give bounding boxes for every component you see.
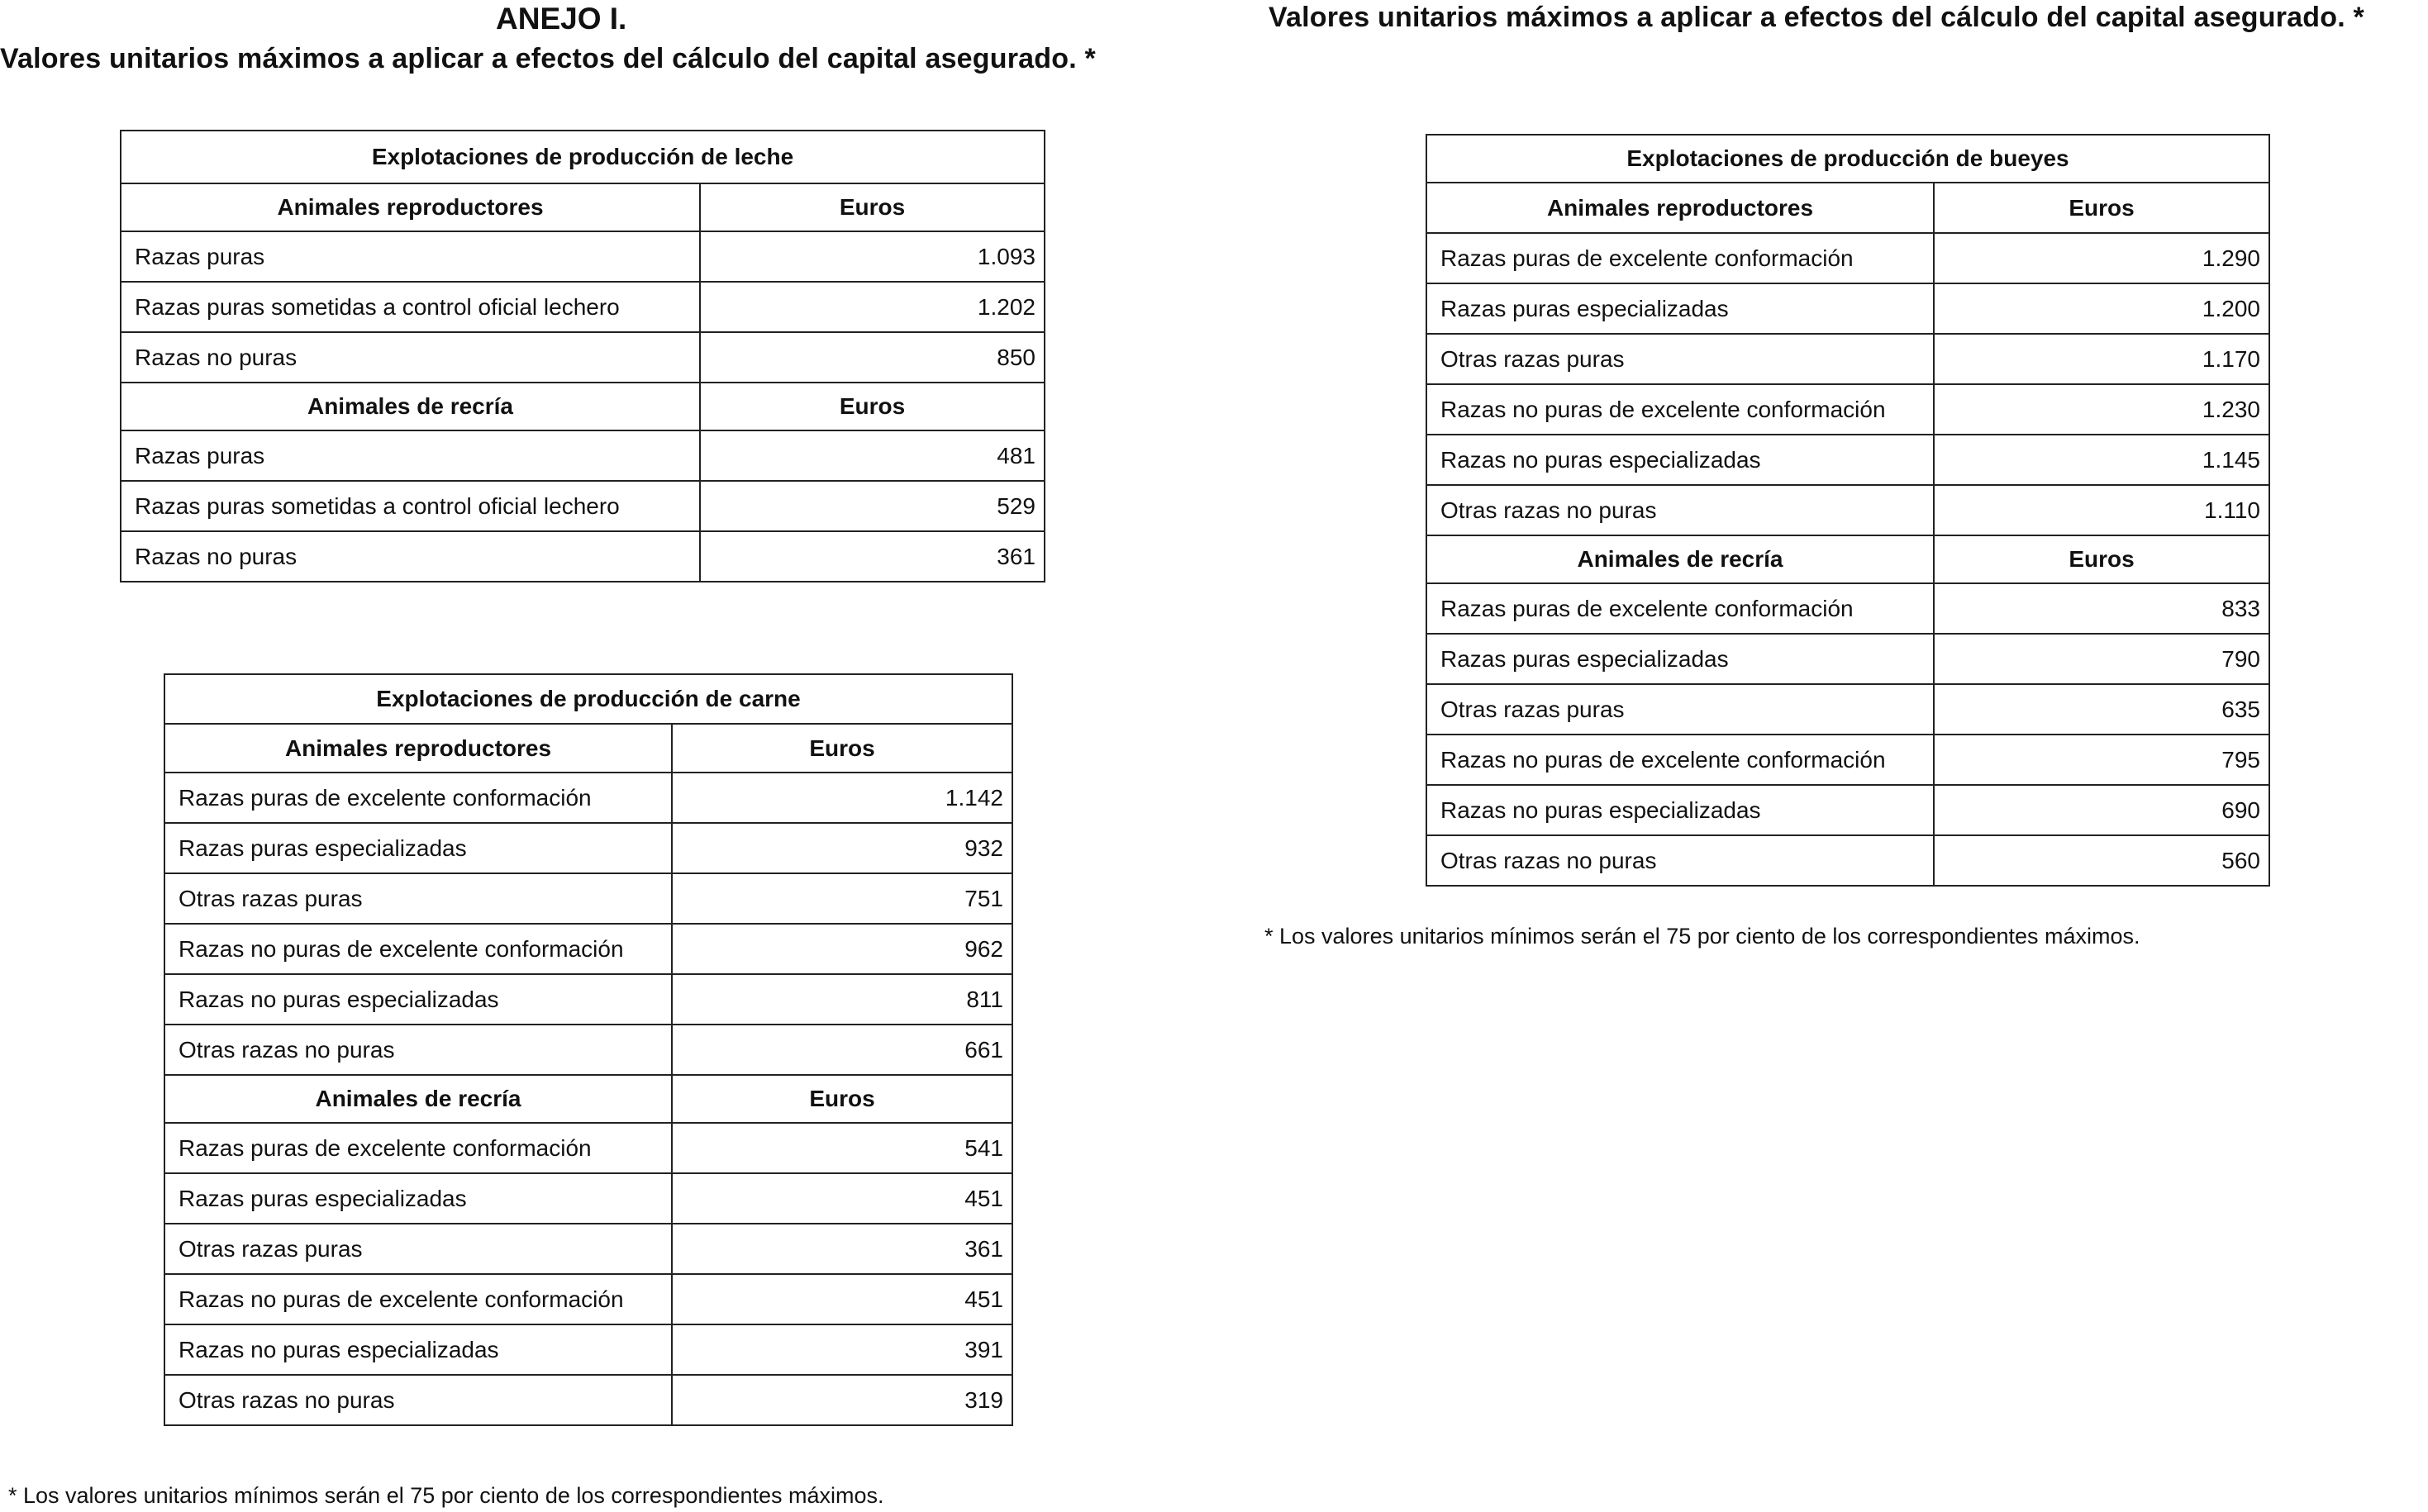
- unit-header: Euros: [1934, 183, 2269, 233]
- section-header: Animales de recría: [164, 1075, 672, 1123]
- section-header: Animales de recría: [121, 383, 700, 430]
- page-title-left: Valores unitarios máximos a aplicar a efectos del cálculo del capital asegurado. *: [0, 43, 1096, 74]
- section-header-row: [1426, 183, 2269, 233]
- row-value: 790: [1934, 634, 2269, 684]
- row-label: Razas puras especializadas: [1426, 283, 1934, 334]
- row-value: 1.230: [1934, 384, 2269, 435]
- row-label: Razas puras especializadas: [164, 823, 672, 873]
- row-value: 635: [1934, 684, 2269, 735]
- row-value: 1.142: [672, 773, 1012, 823]
- unit-header: Euros: [672, 724, 1012, 773]
- table-row: [164, 823, 1012, 873]
- table-caption: Explotaciones de producción de bueyes: [1426, 135, 2269, 183]
- table-caption-row: [121, 131, 1045, 183]
- row-value: 1.145: [1934, 435, 2269, 485]
- table-row: [164, 1173, 1012, 1224]
- row-label: Otras razas no puras: [1426, 835, 1934, 886]
- table-row: [164, 773, 1012, 823]
- row-value: 850: [700, 332, 1045, 383]
- unit-header: Euros: [700, 183, 1045, 231]
- table-row: [164, 1224, 1012, 1274]
- row-value: 962: [672, 924, 1012, 974]
- table-row: [121, 332, 1045, 383]
- table-caption: Explotaciones de producción de leche: [121, 131, 1045, 183]
- row-value: 811: [672, 974, 1012, 1025]
- table-row: [1426, 684, 2269, 735]
- row-value: 751: [672, 873, 1012, 924]
- table-row: [121, 282, 1045, 332]
- row-label: Razas puras especializadas: [1426, 634, 1934, 684]
- table-row: [164, 1123, 1012, 1173]
- row-label: Razas puras de excelente conformación: [1426, 233, 1934, 283]
- row-value: 560: [1934, 835, 2269, 886]
- table-caption-row: [164, 674, 1012, 724]
- row-value: 451: [672, 1173, 1012, 1224]
- row-label: Razas no puras: [121, 531, 700, 582]
- table-row: [164, 1375, 1012, 1425]
- row-label: Razas no puras de excelente conformación: [164, 1274, 672, 1324]
- table-row: [1426, 384, 2269, 435]
- row-label: Razas puras de excelente conformación: [164, 1123, 672, 1173]
- row-value: 661: [672, 1025, 1012, 1075]
- row-value: 1.202: [700, 282, 1045, 332]
- table-caption: Explotaciones de producción de carne: [164, 674, 1012, 724]
- row-label: Otras razas puras: [164, 1224, 672, 1274]
- section-header-row: [164, 724, 1012, 773]
- section-header-row: [121, 383, 1045, 430]
- section-header: Animales de recría: [1426, 535, 1934, 583]
- row-label: Razas no puras de excelente conformación: [1426, 384, 1934, 435]
- page-title-right: Valores unitarios máximos a aplicar a efectos del cálculo del capital asegurado. *: [1269, 2, 2364, 33]
- unit-header: Euros: [672, 1075, 1012, 1123]
- row-label: Razas no puras: [121, 332, 700, 383]
- footnote-left: * Los valores unitarios mínimos serán el 75 por ciento de los correspondientes máximos.: [8, 1483, 884, 1508]
- table-row: [164, 1324, 1012, 1375]
- row-label: Razas puras de excelente conformación: [1426, 583, 1934, 634]
- row-label: Razas puras de excelente conformación: [164, 773, 672, 823]
- row-label: Otras razas puras: [1426, 334, 1934, 384]
- row-value: 1.170: [1934, 334, 2269, 384]
- row-label: Otras razas no puras: [164, 1025, 672, 1075]
- row-value: 391: [672, 1324, 1012, 1375]
- table-carne: [164, 673, 1013, 1426]
- table-leche: [120, 130, 1045, 582]
- table-row: [164, 924, 1012, 974]
- table-caption-row: [1426, 135, 2269, 183]
- table-row: [121, 231, 1045, 282]
- footnote-right: * Los valores unitarios mínimos serán el 75 por ciento de los correspondientes máximos.: [1264, 924, 2140, 949]
- row-value: 795: [1934, 735, 2269, 785]
- table-row: [1426, 485, 2269, 535]
- section-header: Animales reproductores: [1426, 183, 1934, 233]
- row-label: Razas no puras de excelente conformación: [164, 924, 672, 974]
- row-value: 1.110: [1934, 485, 2269, 535]
- annex-heading: ANEJO I.: [496, 2, 627, 36]
- table-row: [1426, 735, 2269, 785]
- table-row: [164, 873, 1012, 924]
- row-label: Razas no puras de excelente conformación: [1426, 735, 1934, 785]
- table-bueyes: [1426, 134, 2270, 887]
- table-row: [121, 481, 1045, 531]
- row-label: Razas puras: [121, 231, 700, 282]
- table-row: [164, 1274, 1012, 1324]
- row-label: Otras razas no puras: [1426, 485, 1934, 535]
- table-row: [164, 1025, 1012, 1075]
- unit-header: Euros: [1934, 535, 2269, 583]
- row-label: Razas puras: [121, 430, 700, 481]
- row-label: Razas no puras especializadas: [1426, 435, 1934, 485]
- row-label: Razas no puras especializadas: [164, 974, 672, 1025]
- section-header: Animales reproductores: [164, 724, 672, 773]
- row-value: 481: [700, 430, 1045, 481]
- table-row: [1426, 634, 2269, 684]
- row-label: Otras razas puras: [1426, 684, 1934, 735]
- table-row: [1426, 583, 2269, 634]
- unit-header: Euros: [700, 383, 1045, 430]
- table-row: [121, 531, 1045, 582]
- table-row: [1426, 785, 2269, 835]
- row-value: 1.093: [700, 231, 1045, 282]
- row-value: 690: [1934, 785, 2269, 835]
- section-header-row: [164, 1075, 1012, 1123]
- row-label: Razas puras sometidas a control oficial lechero: [121, 481, 700, 531]
- section-header-row: [1426, 535, 2269, 583]
- row-value: 361: [672, 1224, 1012, 1274]
- row-value: 529: [700, 481, 1045, 531]
- row-value: 932: [672, 823, 1012, 873]
- row-value: 1.200: [1934, 283, 2269, 334]
- row-label: Razas no puras especializadas: [1426, 785, 1934, 835]
- row-value: 541: [672, 1123, 1012, 1173]
- row-value: 833: [1934, 583, 2269, 634]
- table-row: [121, 430, 1045, 481]
- row-label: Razas no puras especializadas: [164, 1324, 672, 1375]
- table-row: [1426, 435, 2269, 485]
- table-row: [1426, 233, 2269, 283]
- row-value: 361: [700, 531, 1045, 582]
- row-label: Otras razas puras: [164, 873, 672, 924]
- row-label: Razas puras especializadas: [164, 1173, 672, 1224]
- section-header-row: [121, 183, 1045, 231]
- table-row: [164, 974, 1012, 1025]
- table-row: [1426, 835, 2269, 886]
- section-header: Animales reproductores: [121, 183, 700, 231]
- row-value: 319: [672, 1375, 1012, 1425]
- table-row: [1426, 334, 2269, 384]
- row-value: 451: [672, 1274, 1012, 1324]
- row-label: Otras razas no puras: [164, 1375, 672, 1425]
- row-value: 1.290: [1934, 233, 2269, 283]
- row-label: Razas puras sometidas a control oficial lechero: [121, 282, 700, 332]
- table-row: [1426, 283, 2269, 334]
